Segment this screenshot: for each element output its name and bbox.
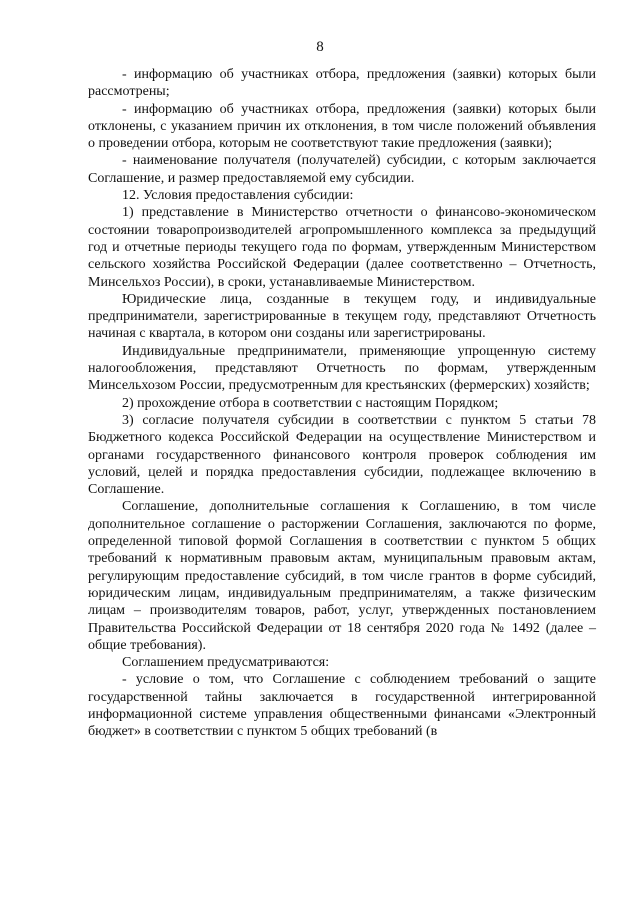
paragraph-agreement-provides: Соглашением предусматриваются: bbox=[122, 655, 330, 671]
paragraph-electronic-budget: - условие о том, что Соглашение с соблюдением требований о защите государственной тайны заключается в государственной интегрированной информационной системе управления общественными финансами «Электронный бюджет» в соответствии с пунктом 5 общих требований (в bbox=[88, 672, 596, 740]
document-body bbox=[88, 66, 596, 741]
paragraph-condition-3: 3) согласие получателя субсидии в соответствии с пунктом 5 статьи 78 Бюджетного кодекса Российской Федерации на осуществление Министерством и органами государственного финансового контроля проверок соблюдения им условий, целей и порядка предоставления субсидии, подлежащее включению в Соглашение. bbox=[88, 412, 596, 498]
paragraph-recipient-name: - наименование получателя (получателей) субсидии, с которым заключается Соглашение, и размер предоставляемой ему субсидии. bbox=[88, 153, 596, 186]
paragraph-condition-2: 2) прохождение отбора в соответствии с настоящим Порядком; bbox=[122, 395, 499, 411]
paragraph-legal-entities: Юридические лица, созданные в текущем году, и индивидуальные предприниматели, зарегистрированные в текущем году, представляют Отчетность начиная с квартала, в котором они созданы или зарегистрированы. bbox=[88, 291, 596, 342]
paragraph-reviewed-participants: - информацию об участниках отбора, предложения (заявки) которых были рассмотрены; bbox=[88, 67, 596, 100]
paragraph-condition-1: 1) представление в Министерство отчетности о финансово-экономическом состоянии товаропроизводителей агропромышленного комплекса за предыдущий год и отчетные периоды текущего года по формам, утвержденным Министерством сельского хозяйства Российской Федерации (далее соответственно – Отчетность, Минсельхоз России), в сроки, устанавливаемые Министерством. bbox=[88, 205, 596, 290]
page-number: 8 bbox=[316, 39, 324, 55]
paragraph-section-12-heading: 12. Условия предоставления субсидии: bbox=[122, 188, 354, 204]
paragraph-agreement-form: Соглашение, дополнительные соглашения к Соглашению, в том числе дополнительное соглашение о расторжении Соглашения, заключаются по форме, определенной типовой формой Соглашения в соответствии с пунктом 5 общих требований к нормативным правовым актам, муниципальным правовым актам, регулирующим предоставление субсидий, в том числе грантов в форме субсидий, юридическим лицам, индивидуальным предпринимателям, а также физическим лицам – производителям товаров, работ, услуг, утвержденных постановлением Правительства Российской Федерации от 18 сентября 2020 года № 1492 (далее – общие требования). bbox=[88, 499, 596, 653]
paragraph-individual-entrepreneurs: Индивидуальные предприниматели, применяющие упрощенную систему налогообложения, представляют Отчетность по формам, утвержденным Минсельхозом России, предусмотренным для крестьянских (фермерских) хозяйств; bbox=[88, 343, 596, 394]
paragraph-rejected-participants: - информацию об участниках отбора, предложения (заявки) которых были отклонены, с указанием причин их отклонения, в том числе положений объявления о проведении отбора, которым не соответствуют такие предложения (заявки); bbox=[88, 101, 596, 152]
